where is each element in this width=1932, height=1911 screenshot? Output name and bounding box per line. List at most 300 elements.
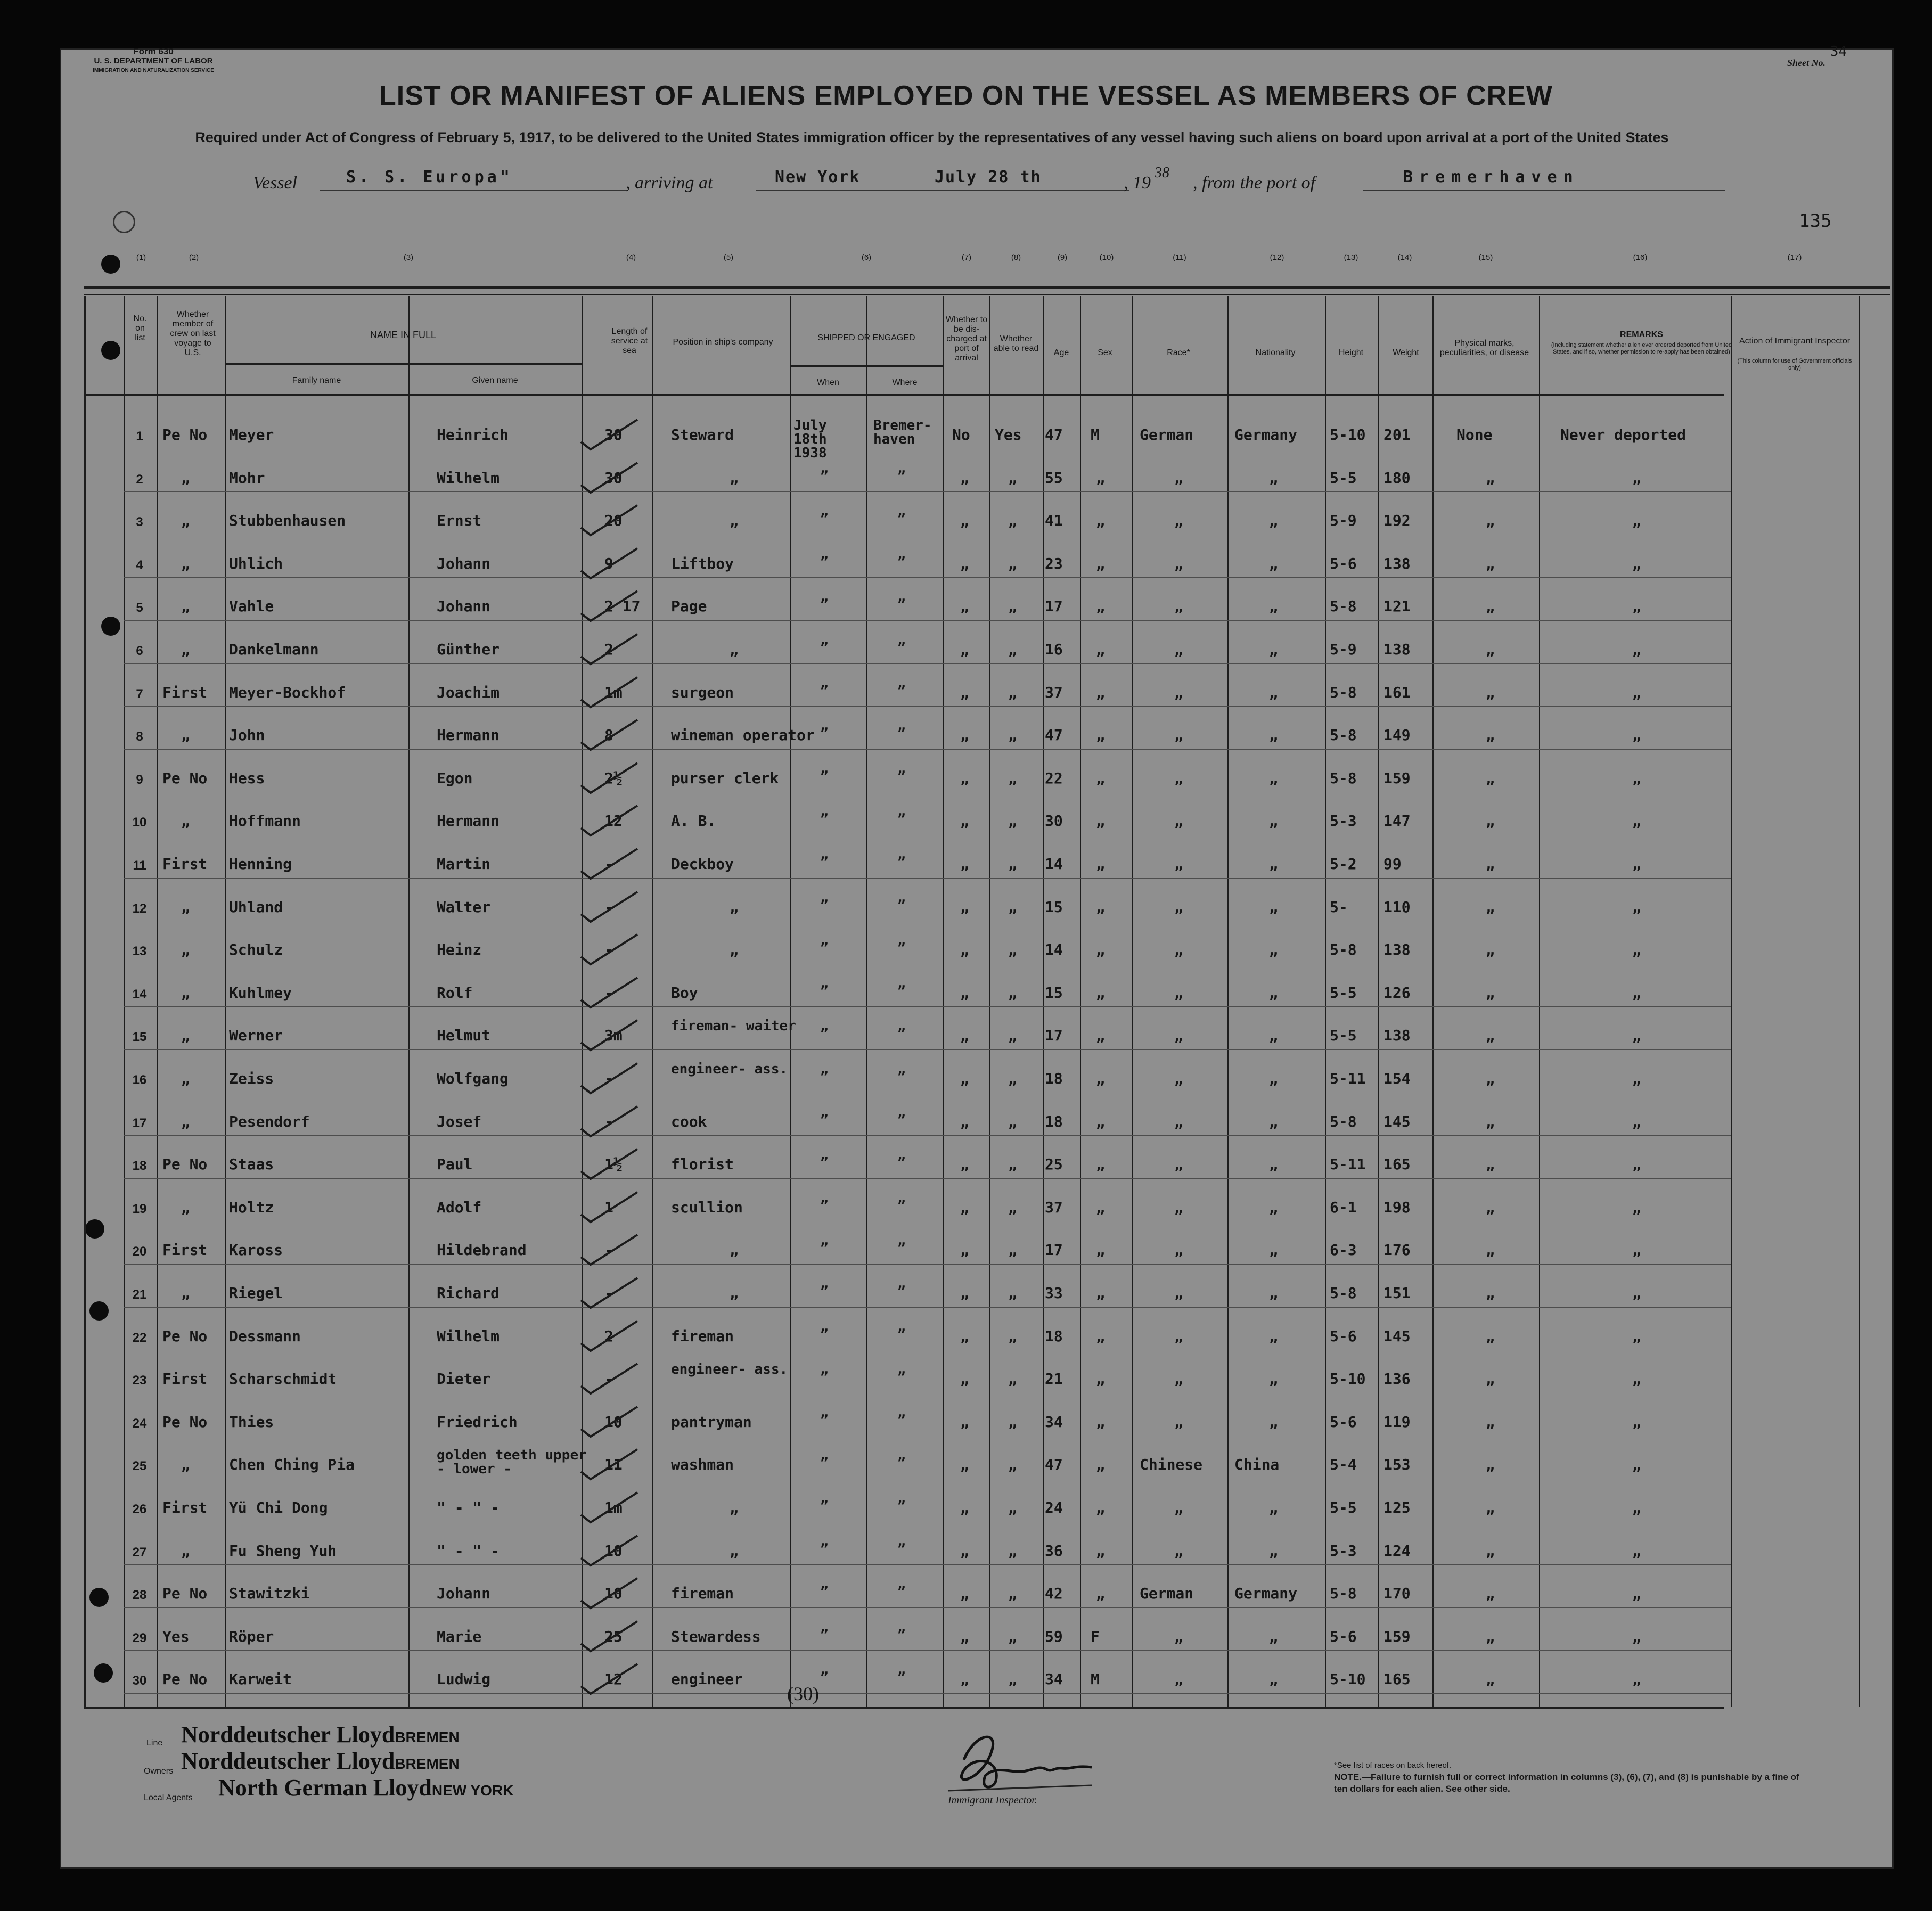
cell-marks: „ xyxy=(1486,1541,1495,1560)
cell-weight: 165 xyxy=(1383,1670,1411,1688)
cell-where: „ xyxy=(897,632,906,648)
cell-weight: 147 xyxy=(1383,812,1411,830)
cell-weight: 145 xyxy=(1383,1327,1411,1345)
cell-sex: „ xyxy=(1096,469,1105,487)
cell-marks: „ xyxy=(1486,855,1495,873)
cell-marks: „ xyxy=(1486,1370,1495,1388)
cell-read: „ xyxy=(1008,1327,1017,1345)
cell-position: engineer- ass. xyxy=(671,1362,788,1378)
cell-where: „ xyxy=(897,503,906,520)
cell-remarks: „ xyxy=(1632,1413,1641,1431)
cell-position: fireman- waiter xyxy=(671,1018,796,1035)
cell-weight: 138 xyxy=(1383,941,1411,959)
cell-nat: „ xyxy=(1269,1627,1278,1645)
year-prefix: , 19 xyxy=(1124,173,1151,193)
column-number: (12) xyxy=(1270,253,1284,262)
cell-marks: „ xyxy=(1486,1413,1495,1431)
cell-read: „ xyxy=(1008,1155,1017,1174)
cell-member: Pe No xyxy=(162,1155,208,1174)
cell-service: - xyxy=(604,855,613,873)
cell-service: 9 xyxy=(604,554,613,572)
cell-position: fireman xyxy=(671,1327,734,1345)
owners-name: Norddeutscher Lloyd xyxy=(181,1748,395,1774)
cell-height: 5-2 xyxy=(1330,855,1357,873)
cell-member: „ xyxy=(181,1284,190,1302)
cell-marks: „ xyxy=(1486,726,1495,744)
cell-given: Wilhelm xyxy=(437,1327,500,1345)
cell-disch: „ xyxy=(960,641,969,658)
cell-position: „ xyxy=(730,469,739,487)
cell-sex: „ xyxy=(1096,1241,1105,1259)
cell-read: „ xyxy=(1008,983,1017,1002)
cell-age: 25 xyxy=(1045,1155,1063,1174)
agents-city: NEW YORK xyxy=(431,1782,514,1799)
header-remarks-note: (Including statement whether alien ever ordered deported from United States, and if so, whether permission to re-apply has been obtained) xyxy=(1551,342,1732,355)
cell-disch: „ xyxy=(960,683,969,701)
check-mark-icon xyxy=(578,544,642,581)
cell-sex: M xyxy=(1091,1670,1100,1688)
cell-nat: „ xyxy=(1269,1027,1278,1045)
owners-city: BREMEN xyxy=(395,1756,460,1772)
sheet-number: 34 xyxy=(1830,44,1847,60)
from-label: , from the port of xyxy=(1193,173,1316,193)
cell-disch: „ xyxy=(960,1112,969,1130)
cell-family: Holtz xyxy=(229,1198,274,1216)
row-number: 2 xyxy=(136,472,143,487)
cell-height: 5-10 xyxy=(1330,1370,1366,1388)
cell-race: „ xyxy=(1174,1112,1183,1130)
cell-race: „ xyxy=(1174,512,1183,530)
cell-sex: „ xyxy=(1096,898,1105,916)
cell-age: 47 xyxy=(1045,1456,1063,1474)
cell-weight: 145 xyxy=(1383,1112,1411,1130)
cell-read: „ xyxy=(1008,1670,1017,1688)
table-row xyxy=(0,1139,1932,1183)
cell-service: - xyxy=(604,1070,613,1087)
cell-height: 5-3 xyxy=(1330,812,1357,830)
cell-position: washman xyxy=(671,1456,734,1474)
cell-race: „ xyxy=(1174,641,1183,658)
punch-hole xyxy=(113,211,135,233)
row-number: 17 xyxy=(132,1116,147,1130)
cell-marks: „ xyxy=(1486,597,1495,616)
table-row xyxy=(0,1397,1932,1440)
table-row xyxy=(0,453,1932,496)
cell-when: „ xyxy=(820,1619,829,1635)
check-mark-icon xyxy=(578,1317,642,1354)
cell-age: 14 xyxy=(1045,941,1063,959)
cell-height: 5- xyxy=(1330,898,1348,916)
owners-stamp xyxy=(181,1748,460,1775)
header-position: Position in ship's company xyxy=(673,338,773,347)
cell-sex: „ xyxy=(1096,1327,1105,1345)
cell-age: 33 xyxy=(1045,1284,1063,1302)
cell-family: Kaross xyxy=(229,1241,283,1259)
cell-sex: „ xyxy=(1096,597,1105,616)
header-age: Age xyxy=(1053,348,1069,357)
cell-nat: „ xyxy=(1269,855,1278,873)
cell-given: Rolf xyxy=(437,983,473,1002)
cell-where: „ xyxy=(897,546,906,562)
cell-weight: 153 xyxy=(1383,1456,1411,1474)
cell-read: „ xyxy=(1008,554,1017,572)
cell-member: „ xyxy=(181,941,190,959)
cell-when: „ xyxy=(820,1276,829,1292)
cell-height: 5-3 xyxy=(1330,1541,1357,1560)
cell-when: „ xyxy=(820,932,829,949)
cell-where: „ xyxy=(897,1104,906,1120)
department-name: U. S. DEPARTMENT OF LABOR xyxy=(94,56,213,65)
cell-service: 3m xyxy=(604,1027,623,1045)
cell-marks: „ xyxy=(1486,1456,1495,1474)
check-mark-icon xyxy=(578,1359,642,1397)
cell-family: Dessmann xyxy=(229,1327,301,1345)
year-suffix: 38 xyxy=(1155,165,1169,181)
page-subtitle: Required under Act of Congress of February 5, 1917, to be delivered to the United States immigration officer by the representatives of any vessel having such aliens on board upon arrival at a port of the United States xyxy=(195,129,1669,145)
cell-race: „ xyxy=(1174,1241,1183,1259)
cell-disch: „ xyxy=(960,1027,969,1045)
cell-marks: „ xyxy=(1486,554,1495,572)
cell-service: 1 xyxy=(604,1198,613,1216)
cell-where: „ xyxy=(897,760,906,777)
cell-when: „ xyxy=(820,1190,829,1206)
cell-nat: „ xyxy=(1269,1198,1278,1216)
penalty-note: NOTE.—Failure to furnish full or correct information in columns (3), (6), (7), and (8) is punishable by a fine of ten dollars for each alien. See other side. xyxy=(1334,1772,1799,1794)
cell-position: Stewardess xyxy=(671,1627,761,1645)
cell-given: Ludwig xyxy=(437,1670,491,1688)
cell-service: 8 xyxy=(604,726,613,744)
cell-disch: „ xyxy=(960,855,969,873)
header-whether-member: Whether member of crew on last voyage to U.S. xyxy=(170,310,216,357)
cell-remarks: „ xyxy=(1632,1541,1641,1560)
cell-family: John xyxy=(229,726,265,744)
cell-age: 34 xyxy=(1045,1413,1063,1431)
vessel-label: Vessel xyxy=(253,173,298,193)
check-mark-icon xyxy=(578,1059,642,1096)
cell-race: German xyxy=(1140,426,1194,444)
cell-where: „ xyxy=(897,1404,906,1421)
cell-position: „ xyxy=(730,641,739,658)
cell-given: Friedrich xyxy=(437,1413,518,1431)
header-sex: Sex xyxy=(1098,348,1112,357)
cell-race: „ xyxy=(1174,469,1183,487)
cell-race: „ xyxy=(1174,726,1183,744)
cell-marks: None xyxy=(1456,426,1493,444)
cell-when: „ xyxy=(820,1147,829,1163)
header-race: Race* xyxy=(1167,348,1190,357)
cell-race: „ xyxy=(1174,1670,1183,1688)
cell-remarks: „ xyxy=(1632,769,1641,787)
cell-weight: 154 xyxy=(1383,1070,1411,1087)
cell-race: „ xyxy=(1174,597,1183,616)
cell-family: Uhlich xyxy=(229,554,283,572)
cell-disch: „ xyxy=(960,1070,969,1087)
cell-age: 21 xyxy=(1045,1370,1063,1388)
row-number: 1 xyxy=(136,429,143,444)
cell-marks: „ xyxy=(1486,898,1495,916)
cell-height: 5-5 xyxy=(1330,469,1357,487)
cell-when: „ xyxy=(820,1318,829,1335)
cell-family: Hess xyxy=(229,769,265,787)
cell-age: 41 xyxy=(1045,512,1063,530)
cell-weight: 125 xyxy=(1383,1499,1411,1516)
cell-disch: „ xyxy=(960,1370,969,1388)
cell-age: 47 xyxy=(1045,726,1063,744)
arrival-date: July 28 th xyxy=(935,168,1042,186)
table-row xyxy=(0,1054,1932,1097)
cell-family: Hoffmann xyxy=(229,812,301,830)
cell-remarks: „ xyxy=(1632,1241,1641,1259)
cell-when: „ xyxy=(820,675,829,691)
sheet-label: Sheet No. xyxy=(1787,58,1825,68)
cell-member: First xyxy=(162,1370,208,1388)
line-stamp xyxy=(181,1721,460,1748)
cell-service: 2 17 xyxy=(604,597,641,616)
cell-race: „ xyxy=(1174,1198,1183,1216)
cell-age: 37 xyxy=(1045,1198,1063,1216)
inspector-signature xyxy=(943,1723,1097,1797)
cell-member: „ xyxy=(181,898,190,916)
form-number: Form 630 xyxy=(133,46,174,56)
row-number: 22 xyxy=(132,1330,147,1345)
cell-remarks: „ xyxy=(1632,469,1641,487)
cell-where: „ xyxy=(897,1233,906,1249)
cell-position: fireman xyxy=(671,1585,734,1603)
cell-weight: 176 xyxy=(1383,1241,1411,1259)
cell-disch: „ xyxy=(960,812,969,830)
cell-age: 37 xyxy=(1045,683,1063,701)
cell-age: 15 xyxy=(1045,898,1063,916)
cell-service: 30 xyxy=(604,469,623,487)
column-number: (5) xyxy=(723,253,734,262)
cell-disch: No xyxy=(952,426,970,444)
cell-height: 5-11 xyxy=(1330,1155,1366,1174)
cell-service: - xyxy=(604,1370,613,1388)
cell-remarks: „ xyxy=(1632,1327,1641,1345)
cell-family: Uhland xyxy=(229,898,283,916)
cell-nat: „ xyxy=(1269,1541,1278,1560)
header-when: When xyxy=(817,378,839,387)
cell-marks: „ xyxy=(1486,1027,1495,1045)
cell-read: „ xyxy=(1008,1027,1017,1045)
cell-service: - xyxy=(604,898,613,916)
cell-age: 55 xyxy=(1045,469,1063,487)
cell-age: 17 xyxy=(1045,597,1063,616)
row-number: 18 xyxy=(132,1159,147,1174)
cell-race: „ xyxy=(1174,1541,1183,1560)
table-row xyxy=(0,1354,1932,1397)
cell-marks: „ xyxy=(1486,1499,1495,1516)
cell-where: „ xyxy=(897,460,906,477)
check-mark-icon xyxy=(578,587,642,624)
cell-where: „ xyxy=(897,1619,906,1635)
cell-family: Scharschmidt xyxy=(229,1370,337,1388)
cell-race: „ xyxy=(1174,1155,1183,1174)
check-mark-icon xyxy=(578,930,642,967)
cell-when: „ xyxy=(820,1447,829,1464)
cell-height: 6-3 xyxy=(1330,1241,1357,1259)
cell-position: surgeon xyxy=(671,683,734,701)
cell-read: „ xyxy=(1008,1585,1017,1603)
cell-position: purser clerk xyxy=(671,769,779,787)
cell-service: 1m xyxy=(604,683,623,701)
cell-when: „ xyxy=(820,546,829,562)
cell-read: „ xyxy=(1008,1198,1017,1216)
cell-when: „ xyxy=(820,1490,829,1506)
row-number: 28 xyxy=(132,1588,147,1603)
line-name: Norddeutscher Lloyd xyxy=(181,1721,395,1748)
cell-where: „ xyxy=(897,1490,906,1506)
table-bottom-rule xyxy=(84,1707,1724,1709)
cell-read: „ xyxy=(1008,469,1017,487)
cell-nat: „ xyxy=(1269,1241,1278,1259)
cell-sex: „ xyxy=(1096,1413,1105,1431)
cell-age: 17 xyxy=(1045,1027,1063,1045)
cell-sex: „ xyxy=(1096,1198,1105,1216)
cell-marks: „ xyxy=(1486,1070,1495,1087)
check-mark-icon xyxy=(578,1274,642,1311)
cell-age: 18 xyxy=(1045,1327,1063,1345)
cell-age: 18 xyxy=(1045,1112,1063,1130)
cell-weight: 159 xyxy=(1383,1627,1411,1645)
cell-position: A. B. xyxy=(671,812,716,830)
cell-where: „ xyxy=(897,932,906,949)
agents-name: North German Lloyd xyxy=(218,1775,432,1801)
header-action: Action of Immigrant Inspector xyxy=(1739,337,1851,346)
cell-height: 5-8 xyxy=(1330,726,1357,744)
cell-service: 12 xyxy=(604,1670,623,1688)
cell-remarks: „ xyxy=(1632,1070,1641,1087)
underline xyxy=(927,190,1129,191)
row-number: 5 xyxy=(136,601,143,616)
cell-weight: 165 xyxy=(1383,1155,1411,1174)
column-number: (4) xyxy=(626,253,636,262)
cell-race: „ xyxy=(1174,683,1183,701)
agents-label: Local Agents xyxy=(144,1793,193,1802)
cell-disch: „ xyxy=(960,769,969,787)
cell-remarks: „ xyxy=(1632,554,1641,572)
cell-remarks: „ xyxy=(1632,1155,1641,1174)
cell-nat: „ xyxy=(1269,1155,1278,1174)
cell-where: „ xyxy=(897,1662,906,1678)
cell-nat: „ xyxy=(1269,726,1278,744)
cell-disch: „ xyxy=(960,1198,969,1216)
cell-disch: „ xyxy=(960,726,969,744)
vessel-name: S. S. Europa" xyxy=(346,168,513,186)
cell-given: Heinz xyxy=(437,941,482,959)
cell-service: 2 xyxy=(604,641,613,658)
cell-member: Pe No xyxy=(162,1413,208,1431)
punch-hole xyxy=(101,255,120,274)
cell-service: - xyxy=(604,1241,613,1259)
cell-weight: 161 xyxy=(1383,683,1411,701)
row-number: 24 xyxy=(132,1416,147,1431)
check-mark-icon xyxy=(578,1188,642,1225)
cell-nat: „ xyxy=(1269,512,1278,530)
table-row xyxy=(0,1526,1932,1569)
header-nationality: Nationality xyxy=(1255,348,1296,357)
cell-family: Karweit xyxy=(229,1670,292,1688)
cell-age: 22 xyxy=(1045,769,1063,787)
table-row xyxy=(0,668,1932,711)
cell-given: Johann xyxy=(437,554,491,572)
cell-given: Johann xyxy=(437,1585,491,1603)
cell-marks: „ xyxy=(1486,1198,1495,1216)
cell-height: 5-6 xyxy=(1330,1327,1357,1345)
cell-given: Wolfgang xyxy=(437,1070,509,1087)
cell-member: First xyxy=(162,855,208,873)
cell-disch: „ xyxy=(960,512,969,530)
cell-nat: „ xyxy=(1269,683,1278,701)
cell-member: „ xyxy=(181,812,190,830)
cell-nat: Germany xyxy=(1234,1585,1298,1603)
column-number: (14) xyxy=(1397,253,1412,262)
cell-read: „ xyxy=(1008,641,1017,658)
table-top-rule xyxy=(84,294,1890,295)
cell-member: Pe No xyxy=(162,1327,208,1345)
cell-sex: „ xyxy=(1096,512,1105,530)
check-mark-icon xyxy=(578,1660,642,1697)
cell-marks: „ xyxy=(1486,812,1495,830)
cell-age: 18 xyxy=(1045,1070,1063,1087)
column-number: (9) xyxy=(1057,253,1068,262)
cell-marks: „ xyxy=(1486,1284,1495,1302)
cell-position: Steward xyxy=(671,426,734,444)
cell-given: Hildebrand xyxy=(437,1241,527,1259)
check-mark-icon xyxy=(578,415,642,453)
cell-service: 30 xyxy=(604,426,623,444)
cell-member: Pe No xyxy=(162,769,208,787)
row-number: 8 xyxy=(136,729,143,744)
cell-where: „ xyxy=(897,975,906,991)
cell-where: „ xyxy=(897,803,906,820)
check-mark-icon xyxy=(578,801,642,839)
cell-member: „ xyxy=(181,597,190,616)
cell-sex: „ xyxy=(1096,812,1105,830)
header-height: Height xyxy=(1338,348,1364,357)
header-length-of-service: Length of service at sea xyxy=(611,327,648,355)
cell-disch: „ xyxy=(960,554,969,572)
cell-read: „ xyxy=(1008,1627,1017,1645)
cell-family: Stawitzki xyxy=(229,1585,310,1603)
check-mark-icon xyxy=(578,759,642,796)
cell-height: 5-8 xyxy=(1330,1284,1357,1302)
cell-remarks: „ xyxy=(1632,1027,1641,1045)
total-count: (30) xyxy=(787,1683,819,1704)
cell-when: „ xyxy=(820,975,829,991)
header-physical-marks: Physical marks, peculiarities, or disease xyxy=(1439,339,1529,357)
header-able-to-read: Whether able to read xyxy=(993,334,1039,353)
cell-when: July 18th 1938 xyxy=(793,417,827,461)
cell-given: golden teeth upper - lower - xyxy=(437,1447,587,1478)
header-action-note: (This column for use of Government officials only) xyxy=(1737,358,1852,371)
cell-family: Mohr xyxy=(229,469,265,487)
column-number: (8) xyxy=(1011,253,1021,262)
cell-marks: „ xyxy=(1486,641,1495,658)
cell-service: - xyxy=(604,1112,613,1130)
cell-nat: „ xyxy=(1269,1670,1278,1688)
cell-race: Chinese xyxy=(1140,1456,1203,1474)
table-row xyxy=(0,1183,1932,1226)
cell-weight: 138 xyxy=(1383,554,1411,572)
cell-given: Wilhelm xyxy=(437,469,500,487)
table-row xyxy=(0,1440,1932,1483)
cell-when: „ xyxy=(820,503,829,520)
cell-sex: „ xyxy=(1096,1456,1105,1474)
header-weight: Weight xyxy=(1393,348,1419,357)
cell-read: „ xyxy=(1008,1456,1017,1474)
table-row xyxy=(0,581,1932,625)
